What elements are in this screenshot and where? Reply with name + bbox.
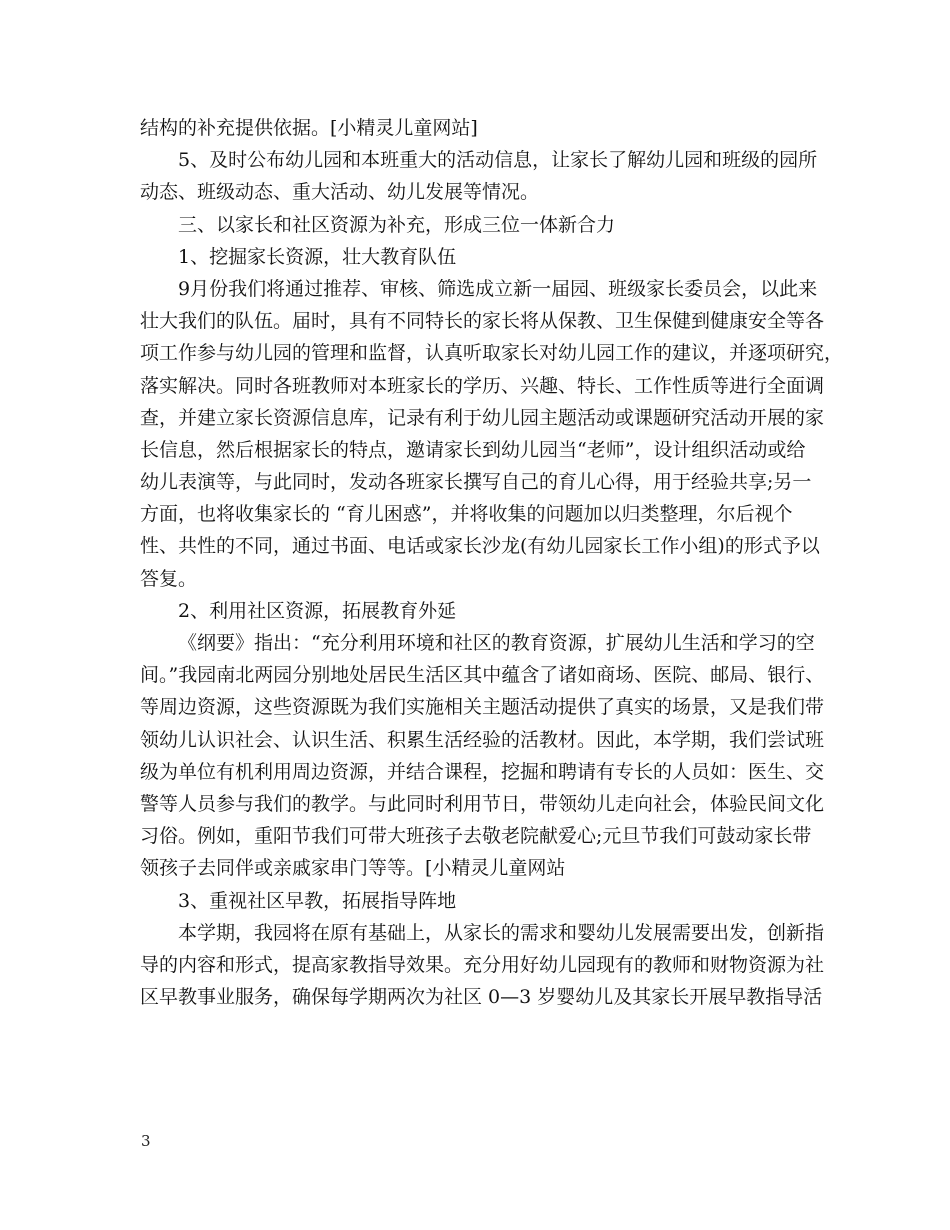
- text-line: 查，并建立家长资源信息库，记录有利于幼儿园主题活动或课题研究活动开展的家: [140, 406, 825, 429]
- subsection-heading: 2、利用社区资源，拓展教育外延: [178, 599, 457, 622]
- text-line: 壮大我们的队伍。届时，具有不同特长的家长将从保教、卫生保健到健康安全等各: [140, 310, 825, 333]
- text-line: 《纲要》指出：“充分利用环境和社区的教育资源，扩展幼儿生活和学习的空: [178, 632, 815, 654]
- text-line: 本学期，我园将在原有基础上，从家长的需求和婴幼儿发展需要出发，创新指: [178, 921, 825, 944]
- text-line: 领幼儿认识社会、认识生活、积累生活经验的活教材。因此，本学期，我们尝试班: [140, 728, 825, 751]
- text-line: 方面，也将收集家长的 “育儿困惑”，并将收集的问题加以归类整理，尔后视个: [140, 503, 793, 526]
- document-body: [140, 112, 844, 1013]
- text-line: 幼儿表演等，与此同时，发动各班家长撰写自己的育儿心得，用于经验共享;另一: [140, 471, 812, 494]
- text-line: 区早教事业服务，确保每学期两次为社区 0—3 岁婴幼儿及其家长开展早教指导活: [140, 986, 823, 1009]
- text-line: 间。”我园南北两园分别地处居民生活区其中蕴含了诸如商场、医院、邮局、银行、: [140, 664, 825, 687]
- text-line: 导的内容和形式，提高家教指导效果。充分用好幼儿园现有的教师和财物资源为社: [140, 953, 825, 976]
- text-line: 级为单位有机利用周边资源，并结合课程，挖掘和聘请有专长的人员如：医生、交: [140, 760, 825, 783]
- text-line: 答复。: [140, 567, 198, 590]
- text-line: 习俗。例如，重阳节我们可带大班孩子去敬老院献爱心;元旦节我们可鼓动家长带: [140, 825, 812, 848]
- text-line: 结构的补充提供依据。[小精灵儿童网站]: [140, 117, 478, 139]
- text-line: 警等人员参与我们的教学。与此同时利用节日，带领幼儿走向社会，体验民间文化: [140, 792, 825, 815]
- text-line: 长信息，然后根据家长的特点，邀请家长到幼儿园当“老师”，设计组织活动或给: [140, 438, 806, 461]
- page-number: 3: [141, 1132, 151, 1150]
- subsection-heading: 1、挖掘家长资源，壮大教育队伍: [178, 245, 457, 268]
- text-line: 5、及时公布幼儿园和本班重大的活动信息，让家长了解幼儿园和班级的园所: [178, 149, 818, 172]
- section-heading: 三、以家长和社区资源为补充，形成三位一体新合力: [178, 213, 616, 236]
- text-line: 性、共性的不同，通过书面、电话或家长沙龙(有幼儿园家长工作小组)的形式予以: [140, 535, 820, 558]
- text-line: 9月份我们将通过推荐、审核、筛选成立新一届园、班级家长委员会，以此来: [178, 277, 818, 300]
- text-line: 项工作参与幼儿园的管理和监督，认真听取家长对幼儿园工作的建议，并逐项研究，: [140, 342, 844, 365]
- subsection-heading: 3、重视社区早教，拓展指导阵地: [178, 889, 457, 912]
- text-line: 落实解决。同时各班教师对本班家长的学历、兴趣、特长、工作性质等进行全面调: [140, 374, 825, 397]
- text-line: 等周边资源，这些资源既为我们实施相关主题活动提供了真实的场景，又是我们带: [140, 696, 825, 719]
- text-line: 动态、班级动态、重大活动、幼儿发展等情况。: [140, 181, 540, 204]
- text-line: 领孩子去同伴或亲戚家串门等等。[小精灵儿童网站: [140, 857, 566, 880]
